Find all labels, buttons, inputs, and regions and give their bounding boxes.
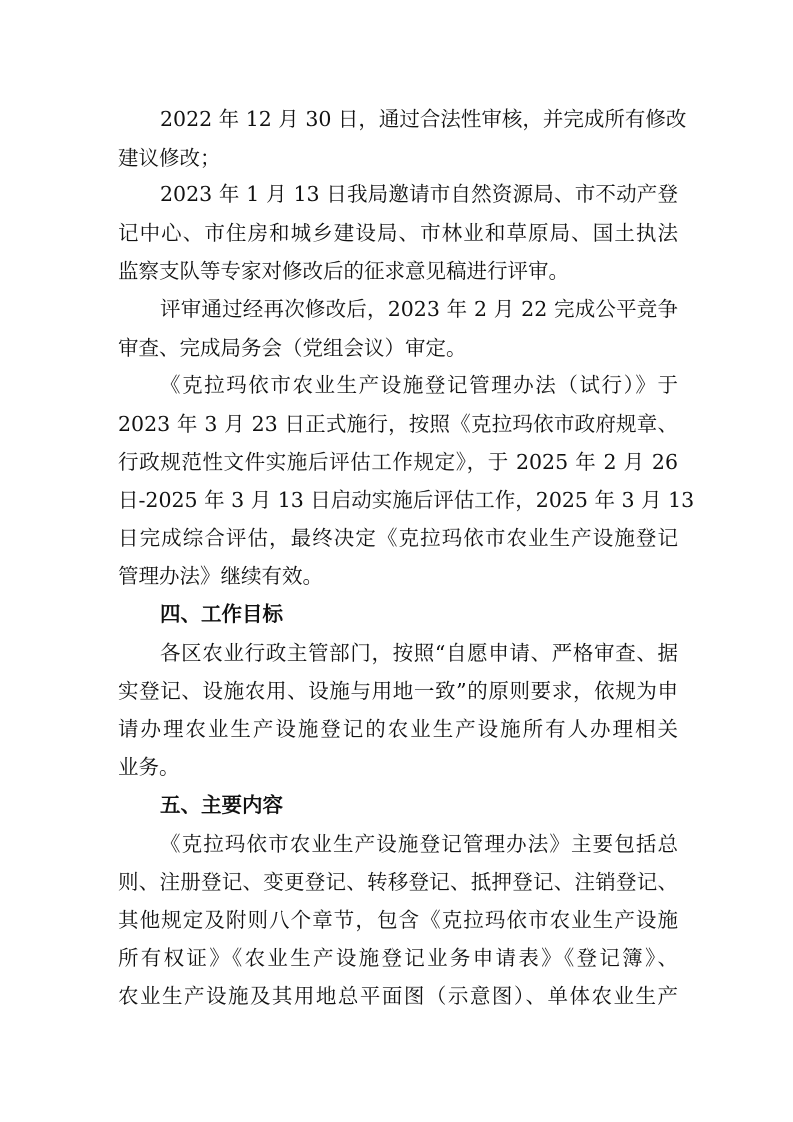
paragraph-line: 所有权证》《农业生产设施登记业务申请表》《登记簿》、 [118, 946, 678, 970]
section-heading: 五、主要内容 [160, 793, 283, 817]
paragraph-line: 建议修改； [118, 146, 221, 170]
paragraph-line: 各区农业行政主管部门，按照“自愿申请、严格审查、据 [160, 641, 678, 665]
paragraph-line: 《克拉玛依市农业生产设施登记管理办法》主要包括总 [160, 832, 678, 856]
paragraph-line: 其他规定及附则八个章节，包含《克拉玛依市农业生产设施 [118, 908, 678, 932]
paragraph-line: 2022 年 12 月 30 日，通过合法性审核，并完成所有修改 [160, 107, 687, 131]
paragraph-line: 实登记、设施农用、设施与用地一致”的原则要求，依规为申 [118, 679, 678, 703]
paragraph-line: 评审通过经再次修改后，2023 年 2 月 22 完成公平竞争 [160, 297, 678, 321]
paragraph-line: 日完成综合评估，最终决定《克拉玛依市农业生产设施登记 [118, 526, 678, 550]
paragraph-line: 《克拉玛依市农业生产设施登记管理办法（试行）》于 [160, 373, 678, 397]
paragraph-line: 农业生产设施及其用地总平面图（示意图）、单体农业生产 [118, 984, 678, 1008]
paragraph-line: 行政规范性文件实施后评估工作规定》，于 2025 年 2 月 26 [118, 450, 678, 474]
paragraph-line: 2023 年 3 月 23 日正式施行，按照《克拉玛依市政府规章、 [118, 412, 678, 436]
paragraph-line: 监察支队等专家对修改后的征求意见稿进行评审。 [118, 259, 569, 283]
paragraph-line: 2023 年 1 月 13 日我局邀请市自然资源局、市不动产登 [160, 182, 678, 206]
paragraph-line: 业务。 [118, 755, 180, 779]
paragraph-line: 则、注册登记、变更登记、转移登记、抵押登记、注销登记、 [118, 870, 678, 894]
paragraph-line: 管理办法》继续有效。 [118, 564, 323, 588]
paragraph-line: 请办理农业生产设施登记的农业生产设施所有人办理相关 [118, 717, 678, 741]
paragraph-line: 记中心、市住房和城乡建设局、市林业和草原局、国土执法 [118, 221, 678, 245]
paragraph-line: 审查、完成局务会（党组会议）审定。 [118, 336, 467, 360]
paragraph-line: 日-2025 年 3 月 13 日启动实施后评估工作，2025 年 3 月 13 [118, 488, 695, 512]
section-heading: 四、工作目标 [160, 602, 283, 626]
